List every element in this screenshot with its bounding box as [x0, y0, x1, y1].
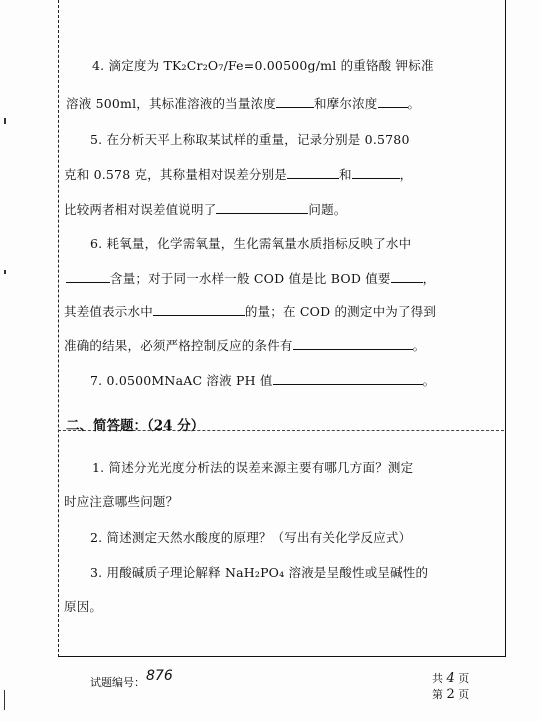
- q6-line3: [64, 303, 436, 320]
- page-label: 第: [432, 688, 443, 701]
- page-value: 2: [446, 687, 455, 702]
- q5-blank-explain: [216, 201, 308, 214]
- q5-blank-error1: [287, 166, 339, 179]
- q7-line1: [90, 372, 435, 389]
- total-pages: [432, 670, 469, 686]
- current-page: [432, 686, 469, 702]
- q5-text-c: ，: [399, 167, 413, 182]
- q6-text-b: ，: [422, 271, 436, 286]
- total-value: 4: [446, 671, 455, 686]
- q6-blank-conditions: [293, 337, 413, 350]
- sq3-line1: 3. 用酸碱质子理论解释 NaH₂PO₄ 溶液是呈酸性或呈碱性的: [90, 565, 429, 580]
- q6-text-f: 。: [412, 338, 426, 353]
- q5-line3: [64, 201, 347, 218]
- q7-text-b: 。: [422, 373, 436, 388]
- q4-line1: 4. 滴定度为 TK₂Cr₂O₇/Fe=0.00500g/ml 的重铬酸 钾标准: [92, 58, 434, 73]
- q4-text-b: 和摩尔浓度: [313, 96, 378, 111]
- q4-text-a: 溶液 500ml，其标准溶液的当量浓度: [66, 96, 276, 111]
- q5-line2: [64, 166, 412, 183]
- q5-text-a: 克和 0.578 克，其称量相对误差分别是: [64, 167, 287, 182]
- q5-line1: 5. 在分析天平上称取某试样的重量，记录分别是 0.5780: [90, 132, 410, 147]
- page-unit: 页: [458, 688, 470, 701]
- q5-text-b: 和: [338, 167, 352, 182]
- total-unit: 页: [458, 672, 470, 685]
- q5-text-e: 问题。: [308, 202, 347, 217]
- q6-text-d: 的量；在 COD 的测定中为了得到: [244, 304, 437, 319]
- q6-blank-compare: [391, 270, 423, 283]
- sq1-line1: 1. 简述分光光度分析法的误差来源主要有哪几方面？测定: [92, 460, 414, 475]
- q5-text-d: 比较两者相对误差值说明了: [64, 202, 217, 217]
- exam-code-value: 876: [146, 668, 173, 684]
- q6-line1: 6. 耗氧量，化学需氧量，生化需氧量水质指标反映了水中: [90, 236, 412, 251]
- q6-line2: [66, 270, 435, 287]
- q7-blank-ph: [273, 372, 423, 385]
- q5-blank-error2: [352, 166, 400, 179]
- section2-title: 二、简答题：（24 分）: [66, 418, 205, 434]
- q6-text-e: 准确的结果，必须严格控制反应的条件有: [64, 338, 293, 353]
- q6-text-a: 含量；对于同一水样一般 COD 值是比 BOD 值要: [110, 271, 391, 286]
- scan-mark: [4, 690, 5, 710]
- exam-code-label: 试题编号：: [90, 676, 145, 689]
- q7-text-a: 7. 0.0500MNaAC 溶液 PH 值: [90, 373, 273, 388]
- q4-text-c: 。: [407, 96, 421, 111]
- scan-mark: [4, 270, 6, 274]
- q4-blank-molarity: [378, 95, 408, 108]
- sq1-line2: 时应注意哪些问题？: [64, 494, 179, 509]
- q4-blank-normality: [276, 95, 314, 108]
- q4-line2: [66, 95, 420, 112]
- q6-line4: [64, 337, 425, 354]
- q6-text-c: 其差值表示水中: [64, 304, 153, 319]
- q6-blank-difference: [153, 303, 245, 316]
- scan-mark: [4, 118, 6, 124]
- sq2-line1: 2. 简述测定天然水酸度的原理？（写出有关化学反应式）: [90, 530, 412, 545]
- total-label: 共: [432, 672, 443, 685]
- q6-blank-content: [66, 270, 110, 283]
- sq3-line2: 原因。: [64, 599, 103, 614]
